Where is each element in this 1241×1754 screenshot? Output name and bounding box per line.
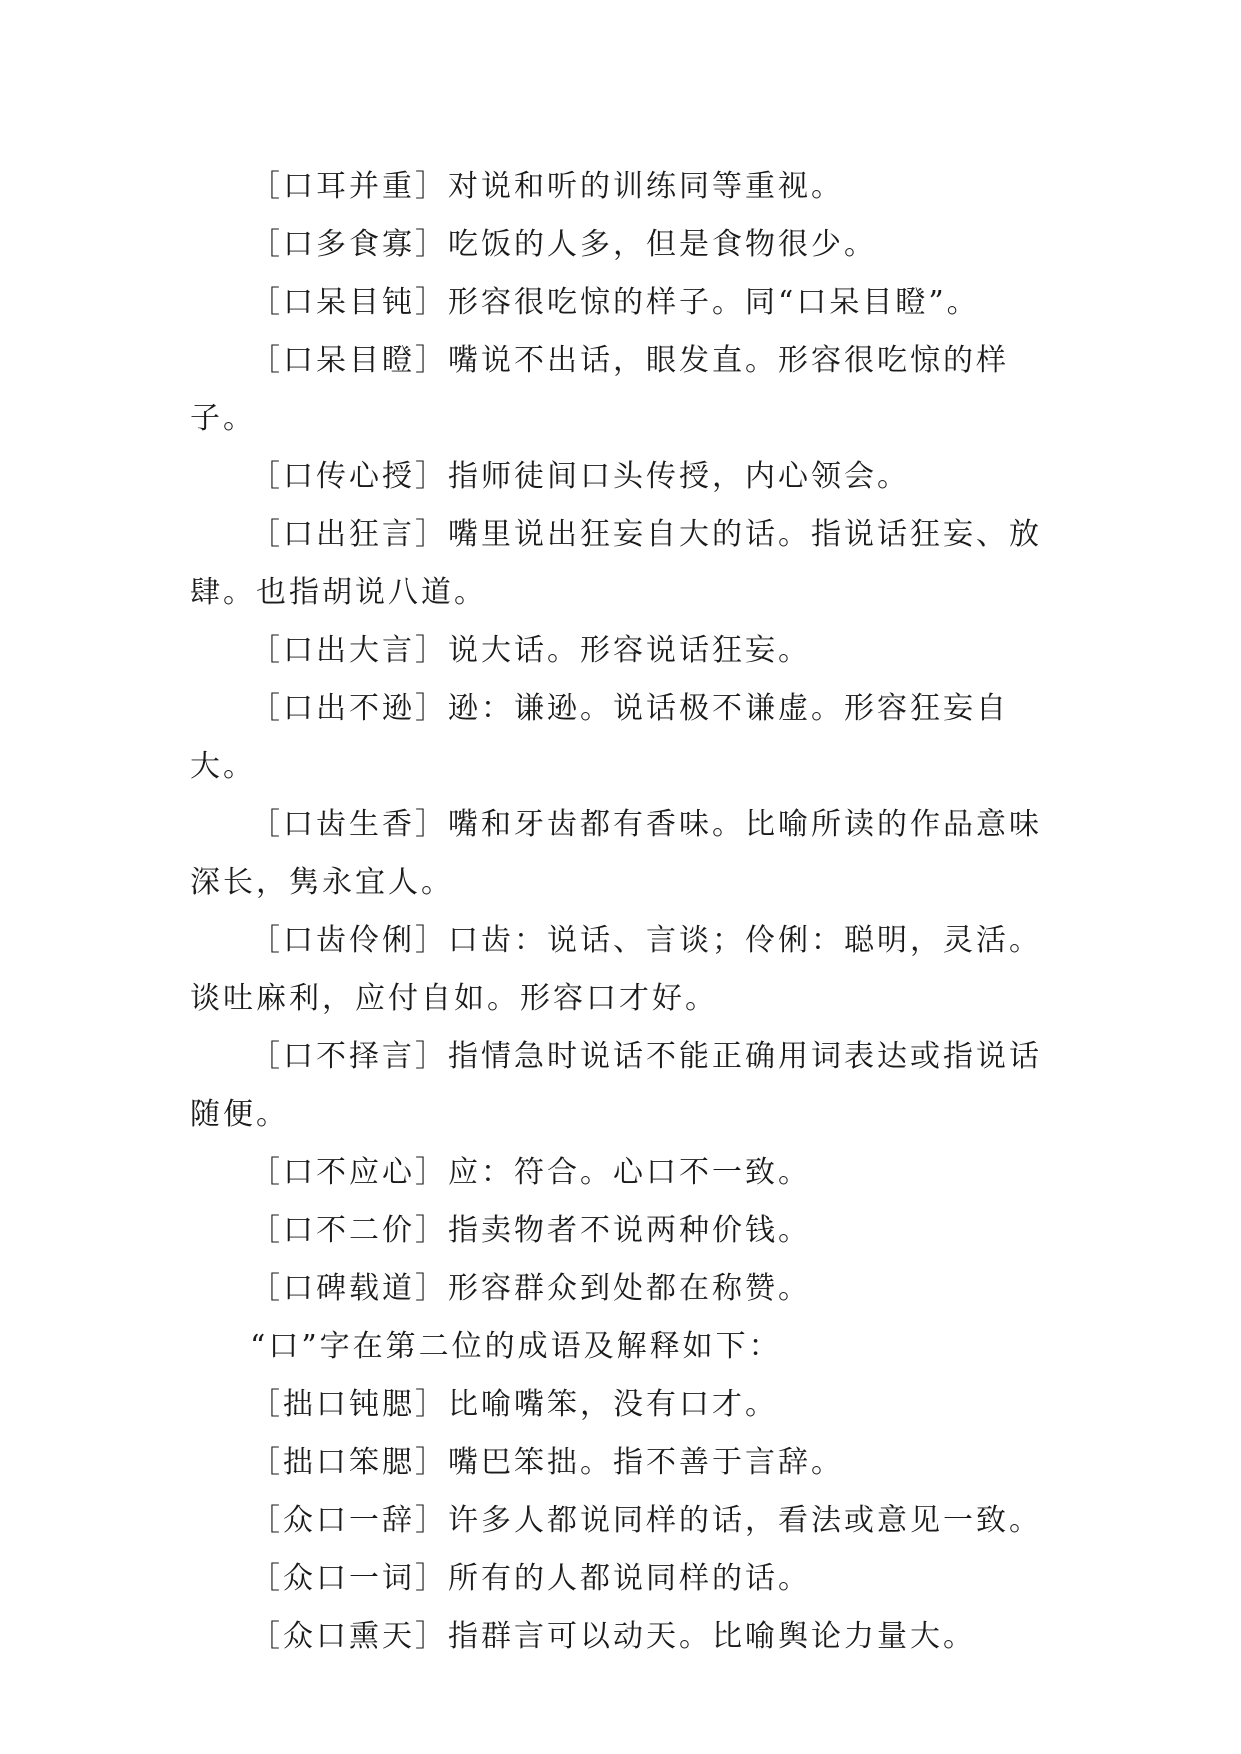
idiom-definition: 许多人都说同样的话，看法或意见一致。 [448,1503,1042,1538]
idiom-entry [190,1608,1065,1666]
idiom-term: ［口多食寡］ [250,227,448,262]
section-heading: “口”字在第二位的成语及解释如下： [250,1329,782,1364]
idiom-definition: 吃饭的人多，但是食物很少。 [448,227,877,262]
idiom-term: ［口传心授］ [250,459,448,494]
idiom-definition: 嘴里说出狂妄自大的话。指说话狂妄、放肆。也指胡说八道。 [190,517,1042,610]
idiom-entry [190,622,1065,680]
idiom-term: ［口出大言］ [250,633,448,668]
idiom-definition: 逊：谦逊。说话极不谦虚。形容狂妄自大。 [190,691,1009,784]
idiom-definition: 嘴巴笨拙。指不善于言辞。 [448,1445,844,1480]
idiom-term: ［口不择言］ [250,1039,448,1074]
idiom-term: ［口耳并重］ [250,169,448,204]
idiom-definition: 嘴和牙齿都有香味。比喻所读的作品意味深长，隽永宜人。 [190,807,1042,900]
idiom-definition: 比喻嘴笨，没有口才。 [448,1387,778,1422]
idiom-term: ［众口一辞］ [250,1503,448,1538]
idiom-definition: 应：符合。心口不一致。 [448,1155,811,1190]
idiom-definition: 形容很吃惊的样子。同“口呆目瞪”。 [448,285,980,320]
idiom-definition: 形容群众到处都在称赞。 [448,1271,811,1306]
idiom-term: ［拙口笨腮］ [250,1445,448,1480]
idiom-entry [190,274,1065,332]
idiom-definition: 口齿：说话、言谈；伶俐：聪明，灵活。谈吐麻利，应付自如。形容口才好。 [190,923,1042,1016]
idiom-entry [190,1376,1065,1434]
idiom-entry [190,680,1065,796]
idiom-entry [190,1492,1065,1550]
idiom-entry [190,1434,1065,1492]
idiom-term: ［口呆目钝］ [250,285,448,320]
idiom-definition: 对说和听的训练同等重视。 [448,169,844,204]
idiom-term: ［口不二价］ [250,1213,448,1248]
idiom-term: ［拙口钝腮］ [250,1387,448,1422]
idiom-term: ［众口一词］ [250,1561,448,1596]
idiom-term: ［口不应心］ [250,1155,448,1190]
idiom-entry [190,158,1065,216]
idiom-list [190,158,1065,1666]
idiom-entry [190,912,1065,1028]
idiom-term: ［口齿伶俐］ [250,923,448,958]
idiom-definition: 说大话。形容说话狂妄。 [448,633,811,668]
idiom-entry [190,1144,1065,1202]
idiom-term: ［口齿生香］ [250,807,448,842]
idiom-definition: 指师徒间口头传授，内心领会。 [448,459,910,494]
idiom-term: ［口呆目瞪］ [250,343,448,378]
idiom-entry [190,1202,1065,1260]
idiom-entry [190,506,1065,622]
idiom-definition: 嘴说不出话，眼发直。形容很吃惊的样子。 [190,343,1009,436]
idiom-entry [190,448,1065,506]
idiom-definition: 所有的人都说同样的话。 [448,1561,811,1596]
idiom-entry [190,1550,1065,1608]
idiom-term: ［口出不逊］ [250,691,448,726]
idiom-entry [190,796,1065,912]
idiom-term: ［口碑载道］ [250,1271,448,1306]
idiom-term: ［口出狂言］ [250,517,448,552]
idiom-entry [190,1028,1065,1144]
idiom-entry [190,216,1065,274]
idiom-entry [190,332,1065,448]
idiom-definition: 指群言可以动天。比喻舆论力量大。 [448,1619,976,1654]
idiom-term: ［众口熏天］ [250,1619,448,1654]
idiom-definition: 指卖物者不说两种价钱。 [448,1213,811,1248]
idiom-entry [190,1260,1065,1318]
idiom-definition: 指情急时说话不能正确用词表达或指说话随便。 [190,1039,1042,1132]
